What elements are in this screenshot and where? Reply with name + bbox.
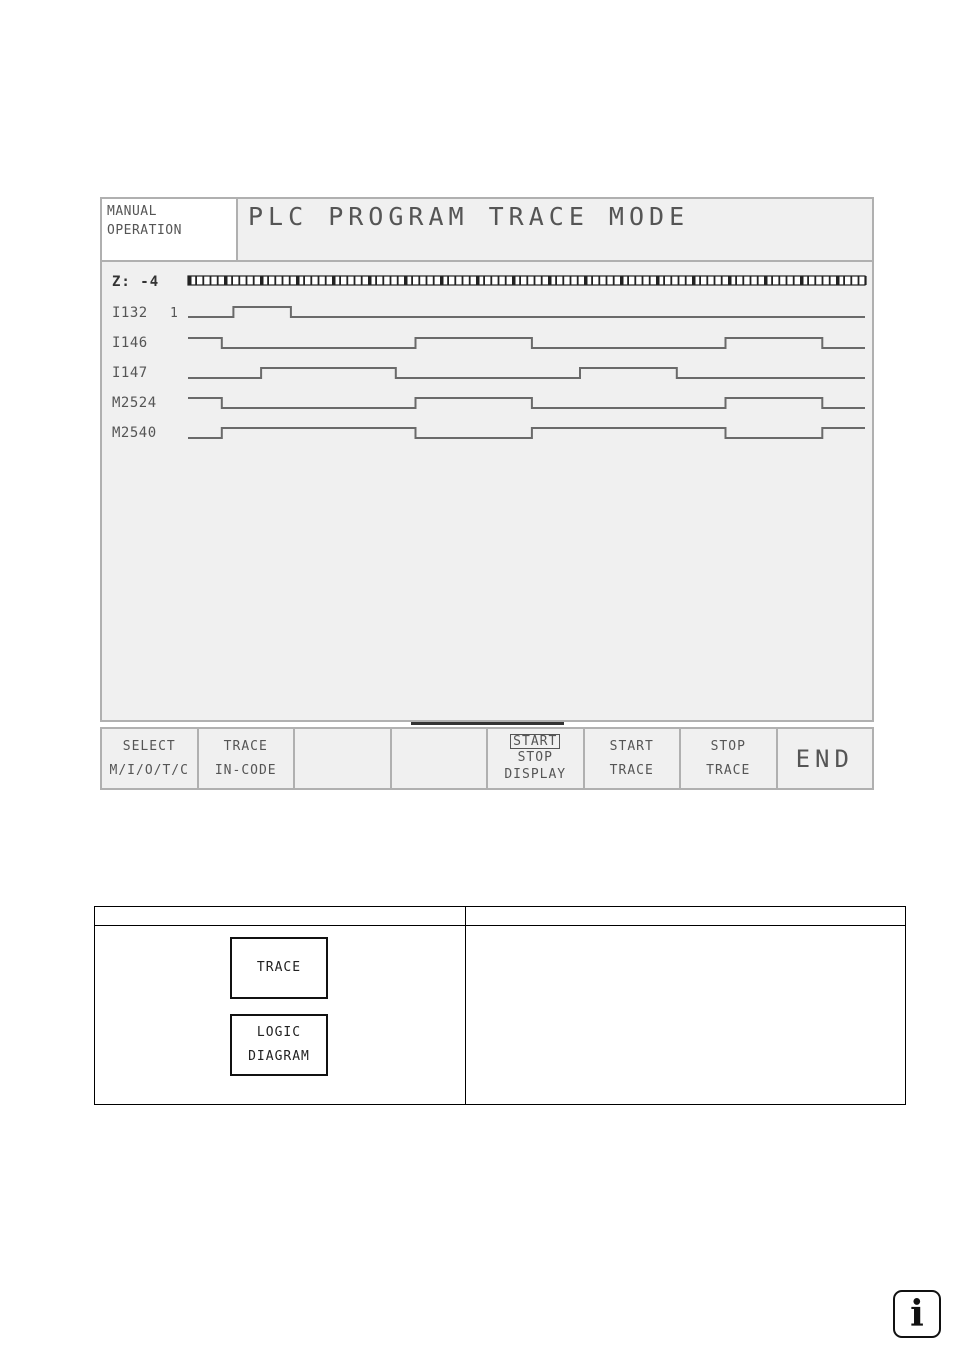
ruler-tick (771, 276, 773, 285)
softkey-start-trace-line-1: START (609, 738, 654, 754)
ruler-tick (584, 276, 588, 285)
softkey-stop-trace[interactable] (681, 729, 778, 788)
ruler-tick (210, 276, 212, 285)
ruler-tick (663, 276, 665, 285)
ruler-tick (541, 276, 543, 285)
softkey-stop-trace-line-2: TRACE (706, 762, 751, 778)
ruler-tick (246, 276, 248, 285)
ruler-tick (224, 276, 228, 285)
ruler-tick (620, 276, 624, 285)
softkey-end-label: END (795, 744, 854, 773)
ruler-tick (814, 276, 816, 285)
ruler-tick (289, 276, 291, 285)
ruler-tick (692, 276, 696, 285)
page-title: PLC PROGRAM TRACE MODE (248, 202, 690, 231)
info-icon-glyph: i (910, 1293, 924, 1335)
ruler-tick (750, 276, 752, 285)
ruler-tick (757, 276, 759, 285)
softkey-start-trace[interactable] (585, 729, 682, 788)
ruler-tick (822, 276, 824, 285)
info-icon (893, 1290, 941, 1338)
ruler-tick (764, 276, 768, 285)
ruler-tick (807, 276, 809, 285)
table-cell-description (466, 926, 906, 1105)
ruler-tick (469, 276, 471, 285)
ruler-tick (793, 276, 795, 285)
ruler-tick (699, 276, 701, 285)
trace-key-label: TRACE (256, 960, 302, 975)
ruler-tick (865, 276, 867, 285)
ruler-tick (404, 276, 408, 285)
softkey-empty-4[interactable] (392, 729, 489, 788)
softkey-start-stop-display[interactable] (488, 729, 585, 788)
ruler-tick (735, 276, 737, 285)
scroll-indicator (411, 722, 564, 725)
ruler-tick (728, 276, 732, 285)
title-bar (236, 197, 874, 262)
ruler-tick (274, 276, 276, 285)
softkey-select-line-1: SELECT (122, 738, 176, 754)
signal-label-m2524: M2524 (112, 395, 157, 411)
signal-value-i132: 1 (170, 306, 178, 321)
ruler-tick (426, 276, 428, 285)
ruler-tick (296, 276, 300, 285)
ruler-tick (454, 276, 456, 285)
ruler-tick (303, 276, 305, 285)
ruler-tick (462, 276, 464, 285)
ruler-tick (382, 276, 384, 285)
ruler-tick (778, 276, 780, 285)
ruler-tick (858, 276, 860, 285)
trace-key[interactable] (230, 937, 328, 999)
ruler-tick (562, 276, 564, 285)
signal-label-i146: I146 (112, 335, 148, 351)
ruler-tick (483, 276, 485, 285)
ruler-tick (519, 276, 521, 285)
ruler-tick (440, 276, 444, 285)
ruler-tick (577, 276, 579, 285)
softkey-trace-line-2: IN-CODE (214, 762, 277, 778)
z-counter-label: Z: -4 (112, 274, 160, 290)
ruler-tick (829, 276, 831, 285)
ruler-tick (397, 276, 399, 285)
ruler-tick (318, 276, 320, 285)
softkey-bar (100, 727, 874, 790)
ruler-tick (505, 276, 507, 285)
ruler-tick (375, 276, 377, 285)
ruler-tick (656, 276, 660, 285)
ruler-tick (418, 276, 420, 285)
ruler-tick (843, 276, 845, 285)
table-header-left (95, 907, 466, 926)
ruler-tick (433, 276, 435, 285)
waveform-i147 (188, 368, 865, 378)
time-ruler (188, 276, 867, 285)
explanation-table (94, 906, 906, 1105)
waveform-m2524 (188, 398, 865, 408)
ruler-tick (202, 276, 204, 285)
mode-line-2: OPERATION (107, 223, 182, 238)
ruler-tick (354, 276, 356, 285)
ruler-tick (231, 276, 233, 285)
ruler-tick (634, 276, 636, 285)
table-header-right (466, 907, 906, 926)
ruler-tick (188, 276, 192, 285)
ruler-tick (332, 276, 336, 285)
table-header-row (95, 907, 906, 926)
ruler-tick (836, 276, 840, 285)
ruler-tick (260, 276, 264, 285)
waveform-m2540 (188, 428, 865, 438)
signal-label-i132: I132 (112, 305, 148, 321)
logic-diagram-key-line-2: DIAGRAM (248, 1049, 310, 1064)
ruler-tick (678, 276, 680, 285)
table-row (95, 926, 906, 1105)
softkey-select[interactable] (102, 729, 199, 788)
ruler-tick (339, 276, 341, 285)
signal-label-i147: I147 (112, 365, 148, 381)
ruler-tick (346, 276, 348, 285)
operating-mode-box (100, 197, 238, 262)
ruler-tick (685, 276, 687, 285)
logic-diagram-area (100, 260, 874, 722)
softkey-trace-in-code[interactable] (199, 729, 296, 788)
softkey-display-line-2: STOP (517, 750, 553, 765)
ruler-tick (512, 276, 516, 285)
ruler-tick (325, 276, 327, 285)
mode-line-1: MANUAL (107, 204, 157, 219)
trace-mode-screen (100, 197, 874, 790)
ruler-tick (649, 276, 651, 285)
ruler-tick (591, 276, 593, 285)
ruler-tick (642, 276, 644, 285)
waveform-i146 (188, 338, 865, 348)
softkey-display-line-1: START (510, 734, 560, 749)
ruler-tick (555, 276, 557, 285)
ruler-tick (267, 276, 269, 285)
softkey-trace-line-1: TRACE (223, 738, 268, 754)
ruler-tick (411, 276, 413, 285)
table-cell-keys (95, 926, 466, 1105)
ruler-tick (217, 276, 219, 285)
ruler-tick (476, 276, 480, 285)
softkey-end[interactable] (778, 729, 873, 788)
ruler-tick (490, 276, 492, 285)
ruler-tick (238, 276, 240, 285)
ruler-tick (721, 276, 723, 285)
ruler-tick (548, 276, 552, 285)
ruler-tick (613, 276, 615, 285)
softkey-empty-3[interactable] (295, 729, 392, 788)
ruler-tick (670, 276, 672, 285)
waveform-canvas (102, 262, 872, 720)
ruler-tick (195, 276, 197, 285)
ruler-tick (368, 276, 372, 285)
ruler-tick (742, 276, 744, 285)
ruler-tick (714, 276, 716, 285)
ruler-tick (447, 276, 449, 285)
softkey-start-trace-line-2: TRACE (609, 762, 654, 778)
ruler-tick (800, 276, 804, 285)
ruler-tick (282, 276, 284, 285)
ruler-tick (390, 276, 392, 285)
softkey-display-line-3: DISPLAY (504, 767, 567, 782)
ruler-tick (526, 276, 528, 285)
ruler-tick (310, 276, 312, 285)
ruler-tick (361, 276, 363, 285)
ruler-tick (534, 276, 536, 285)
ruler-tick (706, 276, 708, 285)
ruler-tick (498, 276, 500, 285)
signal-label-m2540: M2540 (112, 425, 157, 441)
waveform-i132 (188, 307, 865, 317)
ruler-tick (627, 276, 629, 285)
softkey-select-line-2: M/I/O/T/C (109, 762, 189, 778)
ruler-tick (598, 276, 600, 285)
ruler-tick (850, 276, 852, 285)
ruler-tick (786, 276, 788, 285)
ruler-tick (606, 276, 608, 285)
softkey-stop-trace-line-1: STOP (710, 738, 746, 754)
ruler-tick (570, 276, 572, 285)
ruler-tick (253, 276, 255, 285)
logic-diagram-key[interactable] (230, 1014, 328, 1076)
logic-diagram-key-line-1: LOGIC (256, 1025, 302, 1040)
